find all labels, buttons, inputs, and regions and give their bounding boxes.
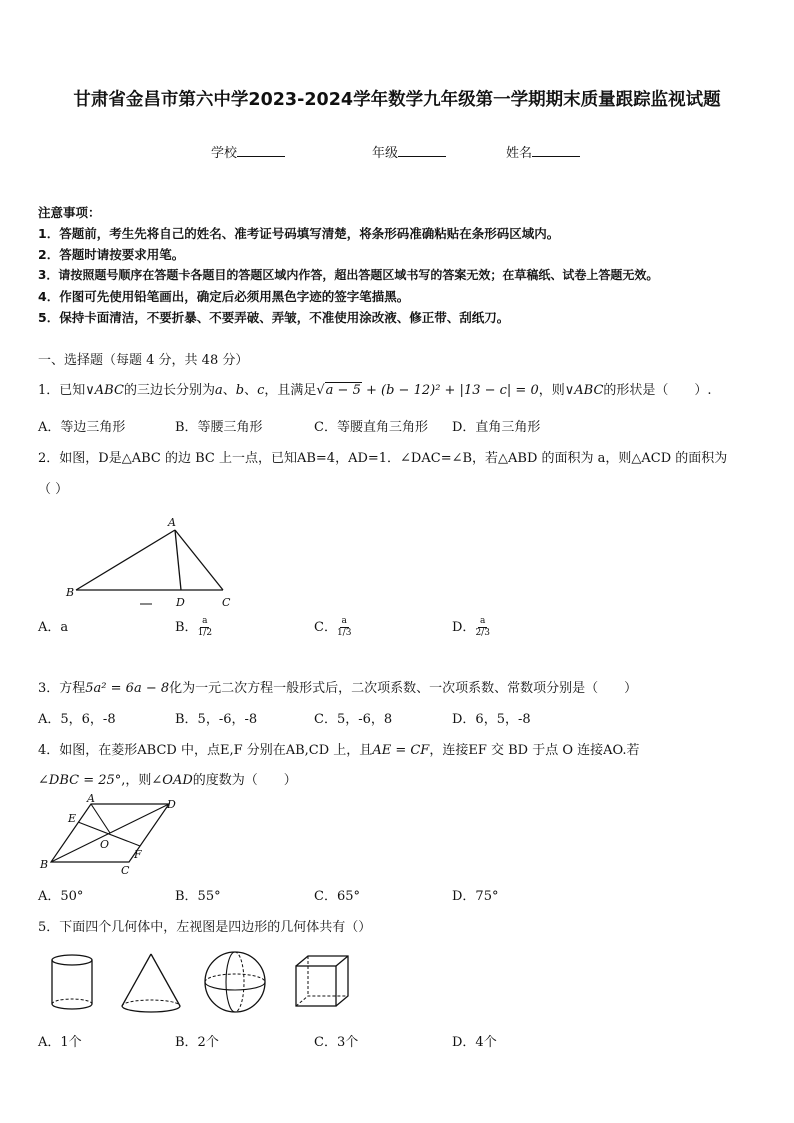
q4-option-b[interactable]: B．55° — [175, 889, 221, 904]
grade-label: 年级 — [372, 146, 399, 161]
label-a: A — [87, 792, 95, 805]
question-1: 1．已知∨ABC的三边长分别为a、b、c，且满足√a − 5 + (b − 12)² + |13 − c| = 0，则∨ABC的形状是（ ）. — [38, 383, 712, 398]
q5-option-b[interactable]: B．2个 — [175, 1035, 219, 1050]
question-3: 3．方程5a² = 6a − 8化为一元二次方程一般形式后，二次项系数、一次项系数、常数项分别是（ ） — [38, 681, 638, 696]
notice-item-2: 2．答题时请按要求用笔。 — [38, 247, 185, 262]
equation: AE = CF — [372, 743, 430, 758]
label-c: C — [222, 596, 231, 609]
fraction: $\frac{a}{1/3}$ — [336, 616, 352, 638]
q1-option-d[interactable]: D．直角三角形 — [452, 420, 541, 435]
q2-option-b[interactable]: B． $\frac{a}{1/2}$ — [175, 616, 213, 638]
label-a: A — [168, 516, 176, 529]
q1-option-a[interactable]: A．等边三角形 — [38, 420, 126, 435]
notice-heading: 注意事项： — [38, 205, 101, 220]
cylinder-icon — [52, 955, 92, 1009]
fraction: $\frac{a}{2/3}$ — [475, 616, 490, 638]
q5-option-c[interactable]: C．3个 — [314, 1035, 359, 1050]
grade-field[interactable] — [372, 142, 446, 161]
segment-ab — [76, 530, 175, 590]
question-5: 5．下面四个几何体中，左视图是四边形的几何体共有（） — [38, 920, 372, 935]
name-field[interactable] — [506, 142, 580, 161]
q4-option-a[interactable]: A．50° — [38, 889, 84, 904]
label-d: D — [167, 798, 176, 811]
school-label: 学校 — [211, 146, 238, 161]
sphere-icon — [205, 952, 265, 1012]
q5-option-a[interactable]: A．1个 — [38, 1035, 82, 1050]
triangle-symbol: ∨ABC — [85, 383, 124, 398]
question-2-line-1: 2．如图，D是△ABC 的边 BC 上一点，已知AB=4，AD=1．∠DAC=∠B，若△ABD 的面积为 a，则△ACD 的面积为 — [38, 451, 728, 466]
notice-item-3: 3．请按照题号顺序在答题卡各题目的答题区域内作答，超出答题区域书写的答案无效；在草稿纸、试卷上答题无效。 — [38, 268, 659, 282]
q4-rhombus-figure — [36, 792, 186, 878]
q5-shapes — [48, 950, 358, 1018]
notice-item-4: 4．作图可先使用铅笔画出，确定后必须用黑色字迹的签字笔描黑。 — [38, 289, 410, 304]
section-heading: 一、选择题（每题 4 分，共 48 分） — [38, 353, 249, 368]
equation: 5a² = 6a − 8 — [85, 681, 170, 696]
notice-item-5: 5．保持卡面清洁，不要折暴、不要弄破、弄皱，不准使用涂改液、修正带、刮纸刀。 — [38, 310, 510, 325]
q4-option-d[interactable]: D．75° — [452, 889, 499, 904]
question-4-line-2: ∠DBC = 25°,，则∠OAD的度数为（ ） — [38, 773, 297, 788]
q3-option-b[interactable]: B．5，-6，-8 — [175, 712, 258, 727]
sqrt-expression: √a − 5 — [316, 383, 361, 398]
label-b: B — [40, 858, 49, 871]
school-field[interactable] — [211, 142, 285, 161]
equation: + (b − 12)² + |13 − c| = 0 — [366, 383, 539, 398]
label-o: O — [100, 838, 110, 851]
q2-option-d[interactable]: D． $\frac{a}{2/3}$ — [452, 616, 490, 638]
q3-option-c[interactable]: C．5，-6，8 — [314, 712, 393, 727]
q2-triangle-figure — [60, 512, 240, 612]
page-title: 甘肃省金昌市第六中学2023-2024学年数学九年级第一学期期末质量跟踪监视试题 — [73, 90, 721, 110]
question-4-line-1: 4．如图，在菱形ABCD 中，点E,F 分别在AB,CD 上，且AE = CF，连接EF 交 BD 于点 O 连接AO.若 — [38, 743, 640, 758]
question-2-line-2: （ ） — [38, 482, 69, 497]
q4-option-c[interactable]: C．65° — [314, 889, 360, 904]
label-e: E — [68, 812, 77, 825]
label-d: D — [176, 596, 185, 609]
q5-option-d[interactable]: D．4个 — [452, 1035, 497, 1050]
q2-option-a[interactable]: A．a — [38, 620, 69, 635]
q3-option-a[interactable]: A．5，6，-8 — [38, 712, 116, 727]
cube-icon — [296, 956, 348, 1006]
q1-option-c[interactable]: C．等腰直角三角形 — [314, 420, 428, 435]
q1-option-b[interactable]: B．等腰三角形 — [175, 420, 263, 435]
cone-icon — [122, 954, 180, 1012]
name-label: 姓名 — [506, 146, 533, 161]
label-b: B — [66, 586, 75, 599]
segment-ad — [175, 530, 181, 590]
segment-ac — [175, 530, 223, 590]
q3-option-d[interactable]: D．6，5，-8 — [452, 712, 531, 727]
angle-expression: ∠DBC = 25° — [38, 773, 122, 788]
notice-item-1: 1．答题前，考生先将自己的姓名、准考证号码填写清楚，将条形码准确粘贴在条形码区域内。 — [38, 226, 560, 241]
fraction: $\frac{a}{1/2}$ — [197, 616, 213, 638]
label-c: C — [121, 864, 130, 877]
q2-option-c[interactable]: C． $\frac{a}{1/3}$ — [314, 616, 352, 638]
label-f: F — [134, 848, 142, 861]
